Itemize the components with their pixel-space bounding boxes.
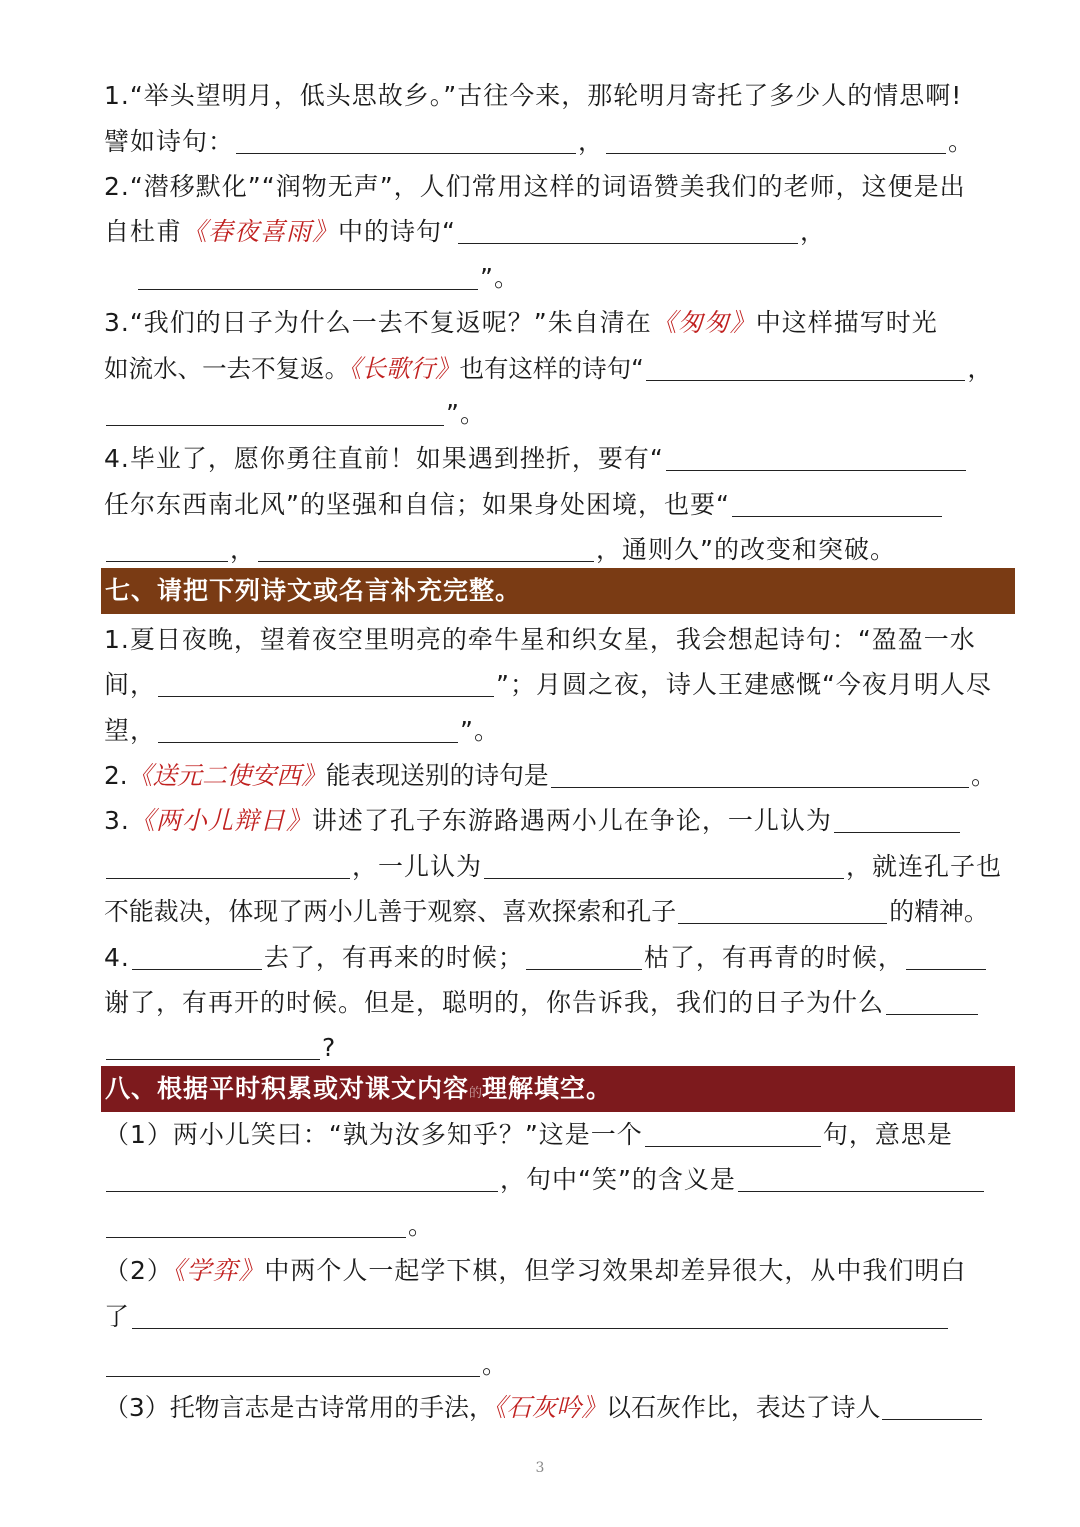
comma: ， [578, 127, 605, 156]
answer-blank[interactable] [106, 848, 350, 879]
q3-text-a: 3.“我们的日子为什么一去不复返呢？”朱自清在 [104, 308, 652, 337]
section-8-heading [101, 1066, 1015, 1112]
q4-text-b: 任尔东西南北风”的坚强和自信；如果身处困境，也要“ [104, 490, 730, 519]
s7q2-line [104, 753, 1016, 799]
poem-title-chunye-xiyu: 《春夜喜雨》 [182, 217, 339, 246]
q2-line1 [104, 164, 1016, 210]
s7q3-text: 讲述了孔子东游路遇两小儿在争论，一儿认为 [311, 806, 832, 835]
s8q1-line1 [104, 1112, 1016, 1158]
s7q3-line2 [104, 844, 1016, 890]
comma: ， [799, 217, 826, 246]
s8q1-text-c: ，句中“笑”的含义是 [500, 1165, 736, 1194]
comma: ， [230, 535, 257, 564]
answer-blank[interactable] [882, 1389, 982, 1420]
question-number: 4. [104, 943, 130, 972]
s7q4-line2 [104, 980, 1016, 1026]
q2-text-a: 自杜甫 [104, 217, 183, 246]
comma: ， [967, 354, 992, 383]
essay-title-congcong: 《匆匆》 [651, 308, 756, 337]
s8q1-line2 [104, 1157, 1016, 1203]
section-8-title-b: 理解填空。 [482, 1074, 613, 1103]
answer-blank[interactable] [738, 1161, 984, 1192]
q4-line1 [104, 436, 1016, 482]
s7q1-line2 [104, 662, 1016, 708]
q4-text-c: ，通则久”的改变和突破。 [596, 535, 896, 564]
q4-line3 [104, 527, 1016, 573]
question-mark: ? [322, 1033, 337, 1062]
poem-title-shihuiyin: 《石灰吟》 [493, 1393, 607, 1422]
answer-blank[interactable] [886, 984, 978, 1015]
period: 。 [948, 127, 975, 156]
close-quote: ”。 [480, 263, 520, 292]
s7q4-text-a: 去了，有再来的时候； [263, 943, 524, 972]
answer-blank[interactable] [106, 1161, 498, 1192]
s8q2-line2 [104, 1294, 1016, 1340]
answer-blank[interactable] [646, 350, 966, 381]
s7q1-text: 1.夏日夜晚，望着夜空里明亮的牵牛星和织女星，我会想起诗句：“盈盈一水 [104, 625, 976, 654]
answer-blank[interactable] [551, 757, 969, 788]
q2-line3 [136, 255, 1016, 301]
period: 。 [970, 761, 996, 790]
s7q1-text-a: 间， [104, 670, 157, 699]
q3-line1 [104, 300, 1016, 346]
s7q3-line1 [104, 798, 1016, 844]
answer-blank[interactable] [106, 531, 228, 562]
answer-blank[interactable] [258, 531, 594, 562]
answer-blank[interactable] [678, 893, 887, 924]
s8q2-text-b: 了 [104, 1302, 131, 1331]
answer-blank[interactable] [645, 1116, 821, 1147]
q2-text: 2.“潜移默化”“润物无声”，人们常用这样的词语赞美我们的老师，这便是出 [104, 172, 966, 201]
answer-blank[interactable] [132, 939, 262, 970]
close-quote: ”。 [446, 399, 486, 428]
period: 。 [482, 1350, 509, 1379]
answer-blank[interactable] [132, 1298, 948, 1329]
answer-blank[interactable] [236, 123, 576, 154]
s8q3-line1 [104, 1385, 1016, 1431]
section-8-faint-char: 的 [469, 1086, 483, 1101]
s7q3-text-d: 不能裁决，体现了两小儿善于观察、喜欢探索和孔子 [104, 897, 677, 926]
q2-text-b: 中的诗句“ [338, 217, 456, 246]
q1-prompt: 譬如诗句： [104, 127, 235, 156]
q1-line1 [104, 73, 1016, 119]
section-8-title-a: 八、根据平时积累或对课文内容 [105, 1074, 470, 1103]
s7q3-text-b: ，一儿认为 [352, 852, 483, 881]
text-title-liangxiaoer: 《两小儿辩日》 [129, 806, 312, 835]
s7q4-text-c: 谢了，有再开的时候。但是，聪明的，你告诉我，我们的日子为什么 [104, 988, 885, 1017]
answer-blank[interactable] [138, 259, 478, 290]
s7q4-line1 [104, 935, 1016, 981]
s8q1-line3 [104, 1203, 1016, 1249]
q4-text: 4.毕业了，愿你勇往直前！如果遇到挫折，要有“ [104, 444, 664, 473]
s8q3-text-a: （3）托物言志是古诗常用的手法， [104, 1393, 494, 1422]
answer-blank[interactable] [606, 123, 946, 154]
s7q1-line1 [104, 617, 1016, 663]
answer-blank[interactable] [732, 486, 942, 517]
answer-blank[interactable] [526, 939, 642, 970]
s7q1-text-c: 望， [104, 716, 157, 745]
text-title-xueyi: 《学弈》 [172, 1256, 265, 1285]
answer-blank[interactable] [158, 712, 458, 743]
poem-title-changgexing: 《长歌行》 [349, 354, 460, 383]
question-number: 3. [104, 806, 130, 835]
q1-line2 [104, 119, 1016, 165]
q4-line2 [104, 482, 1016, 528]
s7q1-line3 [104, 708, 1016, 754]
answer-blank[interactable] [106, 395, 444, 426]
answer-blank[interactable] [158, 666, 494, 697]
answer-blank[interactable] [666, 440, 966, 471]
s8q1-text-a: （1）两小儿笑曰：“孰为汝多知乎？”这是一个 [104, 1120, 643, 1149]
period: 。 [408, 1211, 435, 1240]
s8q2-text: 中两个人一起学下棋，但学习效果却差异很大，从中我们明白 [264, 1256, 967, 1285]
section-7-title: 七、请把下列诗文或名言补充完整。 [105, 576, 522, 605]
s7q3-line3 [104, 889, 1016, 935]
answer-blank[interactable] [906, 939, 986, 970]
s8q2-line1 [104, 1248, 1016, 1294]
q1-text: 1.“举头望明月，低头思故乡。”古往今来，那轮明月寄托了多少人的情思啊! [104, 81, 963, 110]
s8q1-text-b: 句，意思是 [822, 1120, 953, 1149]
close-quote: ”。 [460, 716, 500, 745]
q3-text-b: 中这样描写时光 [755, 308, 938, 337]
q3-line3 [104, 391, 1016, 437]
s8q2-line3 [104, 1342, 1016, 1388]
answer-blank[interactable] [106, 1207, 406, 1238]
s8q3-text-b: 以石灰作比，表达了诗人 [606, 1393, 881, 1422]
answer-blank[interactable] [834, 802, 960, 833]
answer-blank[interactable] [106, 1346, 480, 1377]
answer-blank[interactable] [458, 213, 798, 244]
s7q3-text-c: ，就连孔子也 [846, 852, 1003, 881]
poem-title-song-yuaner: 《送元二使安西》 [127, 761, 326, 790]
q3-text-c: 如流水、一去不复返。 [104, 354, 350, 383]
answer-blank[interactable] [106, 1029, 320, 1060]
q3-text-d: 也有这样的诗句“ [459, 354, 644, 383]
s7q3-text-e: 的精神。 [889, 897, 989, 926]
s7q2-text: 能表现送别的诗句是 [325, 761, 549, 790]
q3-line2 [104, 346, 1016, 392]
s7q4-text-b: 枯了，有再青的时候， [643, 943, 904, 972]
question-number: 2. [104, 761, 128, 790]
page-number: 3 [535, 1460, 545, 1476]
q2-line2 [104, 209, 1016, 255]
s7q1-text-b: ”；月圆之夜，诗人王建感慨“今夜月明人尽 [496, 670, 992, 699]
question-number: （2） [104, 1256, 173, 1285]
s7q4-line3 [104, 1025, 1016, 1071]
section-7-heading [101, 568, 1015, 614]
answer-blank[interactable] [484, 848, 844, 879]
